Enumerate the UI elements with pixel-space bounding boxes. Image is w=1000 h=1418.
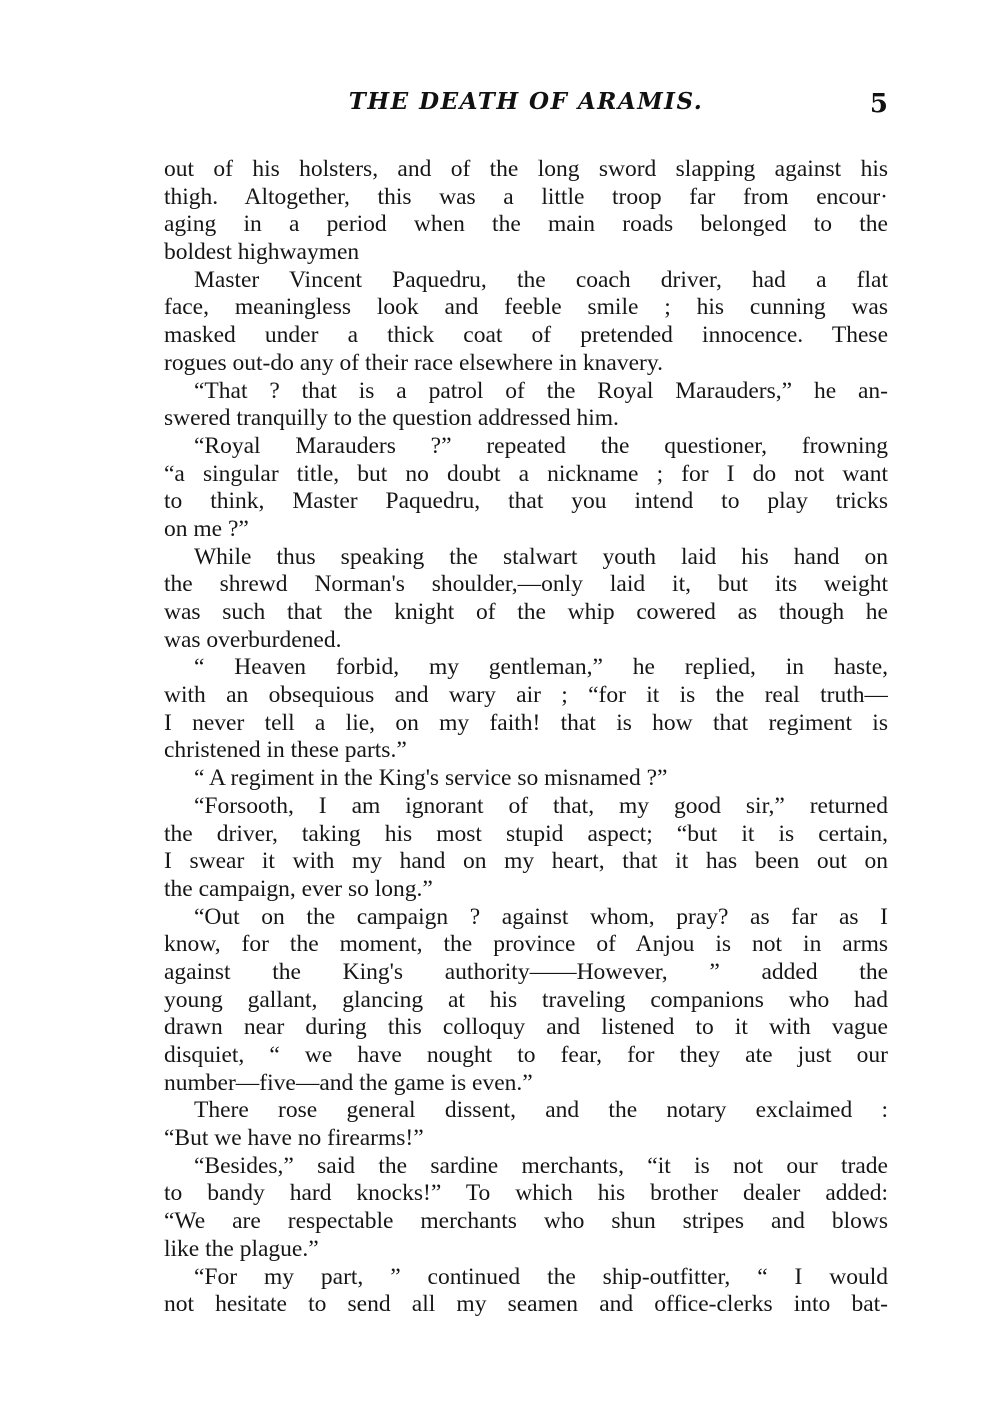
text-line: to think, Master Paquedru, that you intend to play tricks: [164, 488, 888, 515]
text-line: Master Vincent Paquedru, the coach driver, had a flat: [194, 266, 888, 293]
text-line: I swear it with my hand on my heart, that it has been out on: [164, 848, 888, 875]
text-line: to bandy hard knocks!” To which his brother dealer added:: [164, 1180, 888, 1207]
text-line: “Besides,” said the sardine merchants, “it is not our trade: [194, 1152, 888, 1179]
text-line: There rose general dissent, and the notary exclaimed :: [194, 1097, 888, 1124]
text-line: thigh. Altogether, this was a little troop far from encour·: [164, 183, 888, 210]
text-line: “ Heaven forbid, my gentleman,” he replied, in haste,: [194, 654, 888, 681]
text-line: masked under a thick coat of pretended innocence. These: [164, 322, 888, 349]
text-line: not hesitate to send all my seamen and office-clerks into bat-: [164, 1291, 888, 1318]
page-number: 5: [869, 89, 888, 119]
text-line: swered tranquilly to the question addressed him.: [164, 405, 619, 432]
text-line: “Forsooth, I am ignorant of that, my good sir,” returned: [194, 792, 888, 819]
text-line: rogues out-do any of their race elsewhere in knavery.: [164, 349, 663, 376]
text-line: number—five—and the game is even.”: [164, 1069, 533, 1096]
text-line: christened in these parts.”: [164, 737, 407, 764]
running-title: THE DEATH OF ARAMIS.: [348, 88, 704, 115]
text-line: “Royal Marauders ?” repeated the questioner, frowning: [194, 432, 888, 459]
text-line: out of his holsters, and of the long sword slapping against his: [164, 156, 888, 182]
text-line: know, for the moment, the province of Anjou is not in arms: [164, 931, 888, 958]
text-line: I never tell a lie, on my faith! that is how that regiment is: [164, 709, 888, 736]
text-line: with an obsequious and wary air ; “for it is the real truth—: [164, 682, 888, 709]
text-line: “For my part, ” continued the ship-outfitter, “ I would: [194, 1263, 888, 1290]
text-line: on me ?”: [164, 515, 249, 542]
text-line: the campaign, ever so long.”: [164, 875, 433, 902]
body-text: [164, 156, 888, 1319]
text-line: boldest highwaymen: [164, 239, 360, 266]
running-head: [164, 86, 888, 122]
text-line: “a singular title, but no doubt a nickname ; for I do not want: [164, 460, 888, 487]
text-line: against the King's authority——However, ” added the: [164, 958, 888, 985]
text-line: “We are respectable merchants who shun stripes and blows: [164, 1208, 888, 1235]
text-line: was overburdened.: [164, 626, 342, 653]
text-line: like the plague.”: [164, 1235, 319, 1262]
text-line: the driver, taking his most stupid aspect; “but it is certain,: [164, 820, 888, 847]
text-line: young gallant, glancing at his traveling companions who had: [164, 986, 888, 1013]
text-line: was such that the knight of the whip cowered as though he: [164, 599, 888, 625]
text-line: “But we have no firearms!”: [164, 1125, 424, 1152]
text-line: While thus speaking the stalwart youth laid his hand on: [194, 543, 888, 570]
text-line: “That ? that is a patrol of the Royal Marauders,” he an-: [194, 377, 888, 404]
text-line: face, meaningless look and feeble smile ; his cunning was: [164, 294, 888, 321]
text-line: “Out on the campaign ? against whom, pray? as far as I: [194, 903, 888, 930]
text-line: the shrewd Norman's shoulder,—only laid it, but its weight: [164, 571, 888, 598]
text-line: drawn near during this colloquy and listened to it with vague: [164, 1014, 888, 1041]
text-line: aging in a period when the main roads belonged to the: [164, 211, 888, 238]
text-line: “ A regiment in the King's service so misnamed ?”: [194, 765, 668, 792]
text-line: disquiet, “ we have nought to fear, for they ate just our: [164, 1042, 888, 1068]
